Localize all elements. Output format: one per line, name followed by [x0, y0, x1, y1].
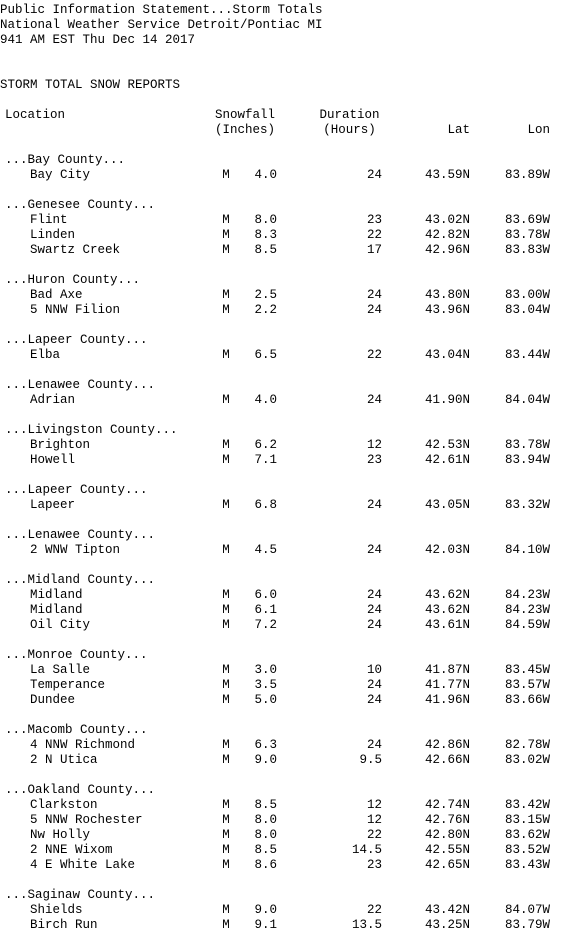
- lon-cell: 83.32W: [504, 498, 550, 512]
- snowfall-cell: 2.2: [254, 303, 277, 317]
- lon-cell: 83.04W: [504, 303, 550, 317]
- source-cell: M: [222, 543, 230, 557]
- location-cell: Howell: [30, 453, 76, 467]
- lon-cell: 83.57W: [504, 678, 550, 692]
- source-cell: M: [222, 588, 230, 602]
- lon-cell: 83.66W: [504, 693, 550, 707]
- duration-cell: 24: [366, 693, 382, 707]
- lon-cell: 84.23W: [504, 588, 550, 602]
- duration-cell: 10: [366, 663, 382, 677]
- duration-cell: 24: [366, 498, 382, 512]
- lon-cell: 84.04W: [504, 393, 550, 407]
- report-row: [0, 543, 563, 558]
- report-row: [0, 918, 563, 933]
- source-cell: M: [222, 213, 230, 227]
- snowfall-cell: 8.6: [254, 858, 277, 872]
- location-cell: Midland: [30, 588, 83, 602]
- county-name: ...Oakland County...: [5, 783, 156, 797]
- report-row: [0, 213, 563, 228]
- duration-cell: 22: [366, 903, 382, 917]
- snowfall-cell: 9.1: [254, 918, 277, 932]
- duration-cell: 12: [366, 798, 382, 812]
- duration-cell: 17: [366, 243, 382, 257]
- location-cell: La Salle: [30, 663, 91, 677]
- location-cell: Temperance: [30, 678, 106, 692]
- county-name: ...Macomb County...: [5, 723, 148, 737]
- duration-cell: 23: [366, 213, 382, 227]
- lon-cell: 83.43W: [504, 858, 550, 872]
- report-row: [0, 588, 563, 603]
- report-row: [0, 603, 563, 618]
- source-cell: M: [222, 618, 230, 632]
- issue-time: 941 AM EST Thu Dec 14 2017: [0, 33, 196, 47]
- snowfall-column-header: Snowfall: [214, 108, 275, 122]
- source-cell: M: [222, 693, 230, 707]
- report-row: [0, 798, 563, 813]
- lat-cell: 43.61N: [424, 618, 470, 632]
- lat-cell: 42.80N: [424, 828, 470, 842]
- report-row: [0, 303, 563, 318]
- lat-cell: 43.25N: [424, 918, 470, 932]
- snowfall-cell: 5.0: [254, 693, 277, 707]
- snowfall-cell: 3.0: [254, 663, 277, 677]
- source-cell: M: [222, 678, 230, 692]
- report-row: [0, 228, 563, 243]
- duration-column-header: Duration: [319, 108, 380, 122]
- lon-cell: 83.52W: [504, 843, 550, 857]
- county-heading: [0, 273, 563, 288]
- county-heading: [0, 723, 563, 738]
- source-cell: M: [222, 438, 230, 452]
- snowfall-cell: 8.3: [254, 228, 277, 242]
- lat-cell: 41.90N: [424, 393, 470, 407]
- duration-cell: 22: [366, 828, 382, 842]
- snowfall-cell: 6.8: [254, 498, 277, 512]
- county-name: ...Lenawee County...: [5, 378, 156, 392]
- source-cell: M: [222, 243, 230, 257]
- source-cell: M: [222, 843, 230, 857]
- report-row: [0, 168, 563, 183]
- snowfall-cell: 4.5: [254, 543, 277, 557]
- lon-column-header: Lon: [527, 123, 550, 137]
- snowfall-cell: 3.5: [254, 678, 277, 692]
- source-cell: M: [222, 918, 230, 932]
- lat-cell: 42.86N: [424, 738, 470, 752]
- county-name: ...Bay County...: [5, 153, 126, 167]
- report-row: [0, 618, 563, 633]
- report-row: [0, 858, 563, 873]
- duration-cell: 9.5: [359, 753, 382, 767]
- lat-cell: 43.02N: [424, 213, 470, 227]
- lat-cell: 43.04N: [424, 348, 470, 362]
- lat-cell: 42.66N: [424, 753, 470, 767]
- source-cell: M: [222, 813, 230, 827]
- duration-cell: 23: [366, 858, 382, 872]
- source-cell: M: [222, 453, 230, 467]
- source-cell: M: [222, 798, 230, 812]
- location-cell: Clarkston: [30, 798, 98, 812]
- duration-cell: 24: [366, 618, 382, 632]
- duration-cell: 24: [366, 738, 382, 752]
- snowfall-cell: 4.0: [254, 393, 277, 407]
- lat-cell: 42.55N: [424, 843, 470, 857]
- snowfall-cell: 7.1: [254, 453, 277, 467]
- source-cell: M: [222, 288, 230, 302]
- county-heading: [0, 648, 563, 663]
- report-row: [0, 438, 563, 453]
- lat-cell: 43.05N: [424, 498, 470, 512]
- snowfall-cell: 6.5: [254, 348, 277, 362]
- county-name: ...Midland County...: [5, 573, 156, 587]
- lat-cell: 41.96N: [424, 693, 470, 707]
- lat-cell: 42.61N: [424, 453, 470, 467]
- lat-cell: 42.03N: [424, 543, 470, 557]
- county-name: ...Lapeer County...: [5, 483, 148, 497]
- duration-cell: 24: [366, 288, 382, 302]
- statement-title: Public Information Statement...Storm Totals: [0, 3, 323, 17]
- report-row: [0, 738, 563, 753]
- lat-cell: 42.96N: [424, 243, 470, 257]
- snowfall-cell: 6.3: [254, 738, 277, 752]
- snowfall-cell: 8.0: [254, 213, 277, 227]
- lon-cell: 84.23W: [504, 603, 550, 617]
- source-cell: M: [222, 753, 230, 767]
- snowfall-cell: 6.0: [254, 588, 277, 602]
- lat-cell: 43.96N: [424, 303, 470, 317]
- snowfall-cell: 8.0: [254, 813, 277, 827]
- county-heading: [0, 198, 563, 213]
- column-header-row-1: [0, 108, 563, 123]
- report-row: [0, 453, 563, 468]
- lon-cell: 83.00W: [504, 288, 550, 302]
- county-heading: [0, 333, 563, 348]
- location-cell: 2 WNW Tipton: [30, 543, 121, 557]
- county-heading: [0, 888, 563, 903]
- report-row: [0, 393, 563, 408]
- location-cell: Nw Holly: [30, 828, 91, 842]
- duration-cell: 24: [366, 678, 382, 692]
- location-cell: Bad Axe: [30, 288, 83, 302]
- lat-column-header: Lat: [447, 123, 470, 137]
- lon-cell: 83.69W: [504, 213, 550, 227]
- county-heading: [0, 483, 563, 498]
- report-row: [0, 753, 563, 768]
- location-cell: Birch Run: [30, 918, 98, 932]
- report-row: [0, 843, 563, 858]
- lat-cell: 42.82N: [424, 228, 470, 242]
- section-title: STORM TOTAL SNOW REPORTS: [0, 78, 181, 92]
- lon-cell: 84.10W: [504, 543, 550, 557]
- lat-cell: 43.42N: [424, 903, 470, 917]
- lat-cell: 42.74N: [424, 798, 470, 812]
- county-heading: [0, 528, 563, 543]
- report-row: [0, 288, 563, 303]
- location-cell: 2 NNE Wixom: [30, 843, 113, 857]
- lat-cell: 43.62N: [424, 588, 470, 602]
- duration-cell: 24: [366, 168, 382, 182]
- location-cell: Lapeer: [30, 498, 76, 512]
- report-row: [0, 678, 563, 693]
- duration-cell: 12: [366, 438, 382, 452]
- location-cell: Brighton: [30, 438, 91, 452]
- lon-cell: 83.83W: [504, 243, 550, 257]
- duration-cell: 24: [366, 393, 382, 407]
- location-cell: Adrian: [30, 393, 76, 407]
- location-cell: 5 NNW Filion: [30, 303, 121, 317]
- county-name: ...Livingston County...: [5, 423, 178, 437]
- location-cell: Elba: [30, 348, 61, 362]
- snowfall-cell: 6.2: [254, 438, 277, 452]
- county-heading: [0, 423, 563, 438]
- report-row: [0, 903, 563, 918]
- source-cell: M: [222, 858, 230, 872]
- location-cell: 4 E White Lake: [30, 858, 136, 872]
- lon-cell: 83.62W: [504, 828, 550, 842]
- duration-cell: 22: [366, 348, 382, 362]
- snowfall-cell: 8.5: [254, 843, 277, 857]
- lon-cell: 83.89W: [504, 168, 550, 182]
- duration-cell: 23: [366, 453, 382, 467]
- column-header-row-2: [0, 123, 563, 138]
- location-cell: 4 NNW Richmond: [30, 738, 136, 752]
- snowfall-cell: 8.5: [254, 798, 277, 812]
- duration-cell: 24: [366, 303, 382, 317]
- duration-cell: 22: [366, 228, 382, 242]
- snowfall-cell: 6.1: [254, 603, 277, 617]
- snowfall-cell: 9.0: [254, 753, 277, 767]
- lat-cell: 41.87N: [424, 663, 470, 677]
- location-column-header: Location: [5, 108, 66, 122]
- lon-cell: 83.02W: [504, 753, 550, 767]
- county-name: ...Monroe County...: [5, 648, 148, 662]
- duration-cell: 24: [366, 543, 382, 557]
- lon-cell: 83.78W: [504, 438, 550, 452]
- location-cell: Dundee: [30, 693, 76, 707]
- report-row: [0, 243, 563, 258]
- source-cell: M: [222, 663, 230, 677]
- county-name: ...Huron County...: [5, 273, 141, 287]
- location-cell: 2 N Utica: [30, 753, 98, 767]
- snowfall-units-header: (Inches): [214, 123, 275, 137]
- duration-cell: 12: [366, 813, 382, 827]
- issuing-office: National Weather Service Detroit/Pontiac MI: [0, 18, 323, 32]
- location-cell: Linden: [30, 228, 76, 242]
- snowfall-cell: 2.5: [254, 288, 277, 302]
- lon-cell: 83.78W: [504, 228, 550, 242]
- location-cell: Oil City: [30, 618, 91, 632]
- source-cell: M: [222, 828, 230, 842]
- lon-cell: 83.45W: [504, 663, 550, 677]
- report-row: [0, 348, 563, 363]
- lat-cell: 43.59N: [424, 168, 470, 182]
- county-heading: [0, 783, 563, 798]
- county-heading: [0, 378, 563, 393]
- duration-cell: 14.5: [351, 843, 382, 857]
- source-cell: M: [222, 903, 230, 917]
- source-cell: M: [222, 168, 230, 182]
- county-name: ...Genesee County...: [5, 198, 156, 212]
- location-cell: Shields: [30, 903, 83, 917]
- county-heading: [0, 153, 563, 168]
- lat-cell: 43.80N: [424, 288, 470, 302]
- lat-cell: 42.53N: [424, 438, 470, 452]
- snowfall-cell: 8.5: [254, 243, 277, 257]
- duration-cell: 24: [366, 588, 382, 602]
- lon-cell: 83.15W: [504, 813, 550, 827]
- duration-units-header: (Hours): [323, 123, 376, 137]
- location-cell: Bay City: [30, 168, 91, 182]
- lat-cell: 43.62N: [424, 603, 470, 617]
- county-name: ...Lapeer County...: [5, 333, 148, 347]
- duration-cell: 24: [366, 603, 382, 617]
- county-name: ...Saginaw County...: [5, 888, 156, 902]
- report-row: [0, 498, 563, 513]
- lon-cell: 82.78W: [504, 738, 550, 752]
- location-cell: Flint: [30, 213, 68, 227]
- snowfall-cell: 9.0: [254, 903, 277, 917]
- lon-cell: 83.44W: [504, 348, 550, 362]
- source-cell: M: [222, 738, 230, 752]
- report-row: [0, 693, 563, 708]
- lon-cell: 83.79W: [504, 918, 550, 932]
- snowfall-cell: 7.2: [254, 618, 277, 632]
- lat-cell: 42.65N: [424, 858, 470, 872]
- report-row: [0, 813, 563, 828]
- location-cell: 5 NNW Rochester: [30, 813, 143, 827]
- lon-cell: 83.42W: [504, 798, 550, 812]
- report-row: [0, 828, 563, 843]
- snowfall-cell: 4.0: [254, 168, 277, 182]
- snowfall-cell: 8.0: [254, 828, 277, 842]
- duration-cell: 13.5: [351, 918, 382, 932]
- source-cell: M: [222, 393, 230, 407]
- location-cell: Swartz Creek: [30, 243, 121, 257]
- source-cell: M: [222, 228, 230, 242]
- location-cell: Midland: [30, 603, 83, 617]
- lat-cell: 41.77N: [424, 678, 470, 692]
- lat-cell: 42.76N: [424, 813, 470, 827]
- lon-cell: 84.59W: [504, 618, 550, 632]
- source-cell: M: [222, 498, 230, 512]
- county-name: ...Lenawee County...: [5, 528, 156, 542]
- source-cell: M: [222, 348, 230, 362]
- source-cell: M: [222, 303, 230, 317]
- county-heading: [0, 573, 563, 588]
- lon-cell: 83.94W: [504, 453, 550, 467]
- report-row: [0, 663, 563, 678]
- source-cell: M: [222, 603, 230, 617]
- lon-cell: 84.07W: [504, 903, 550, 917]
